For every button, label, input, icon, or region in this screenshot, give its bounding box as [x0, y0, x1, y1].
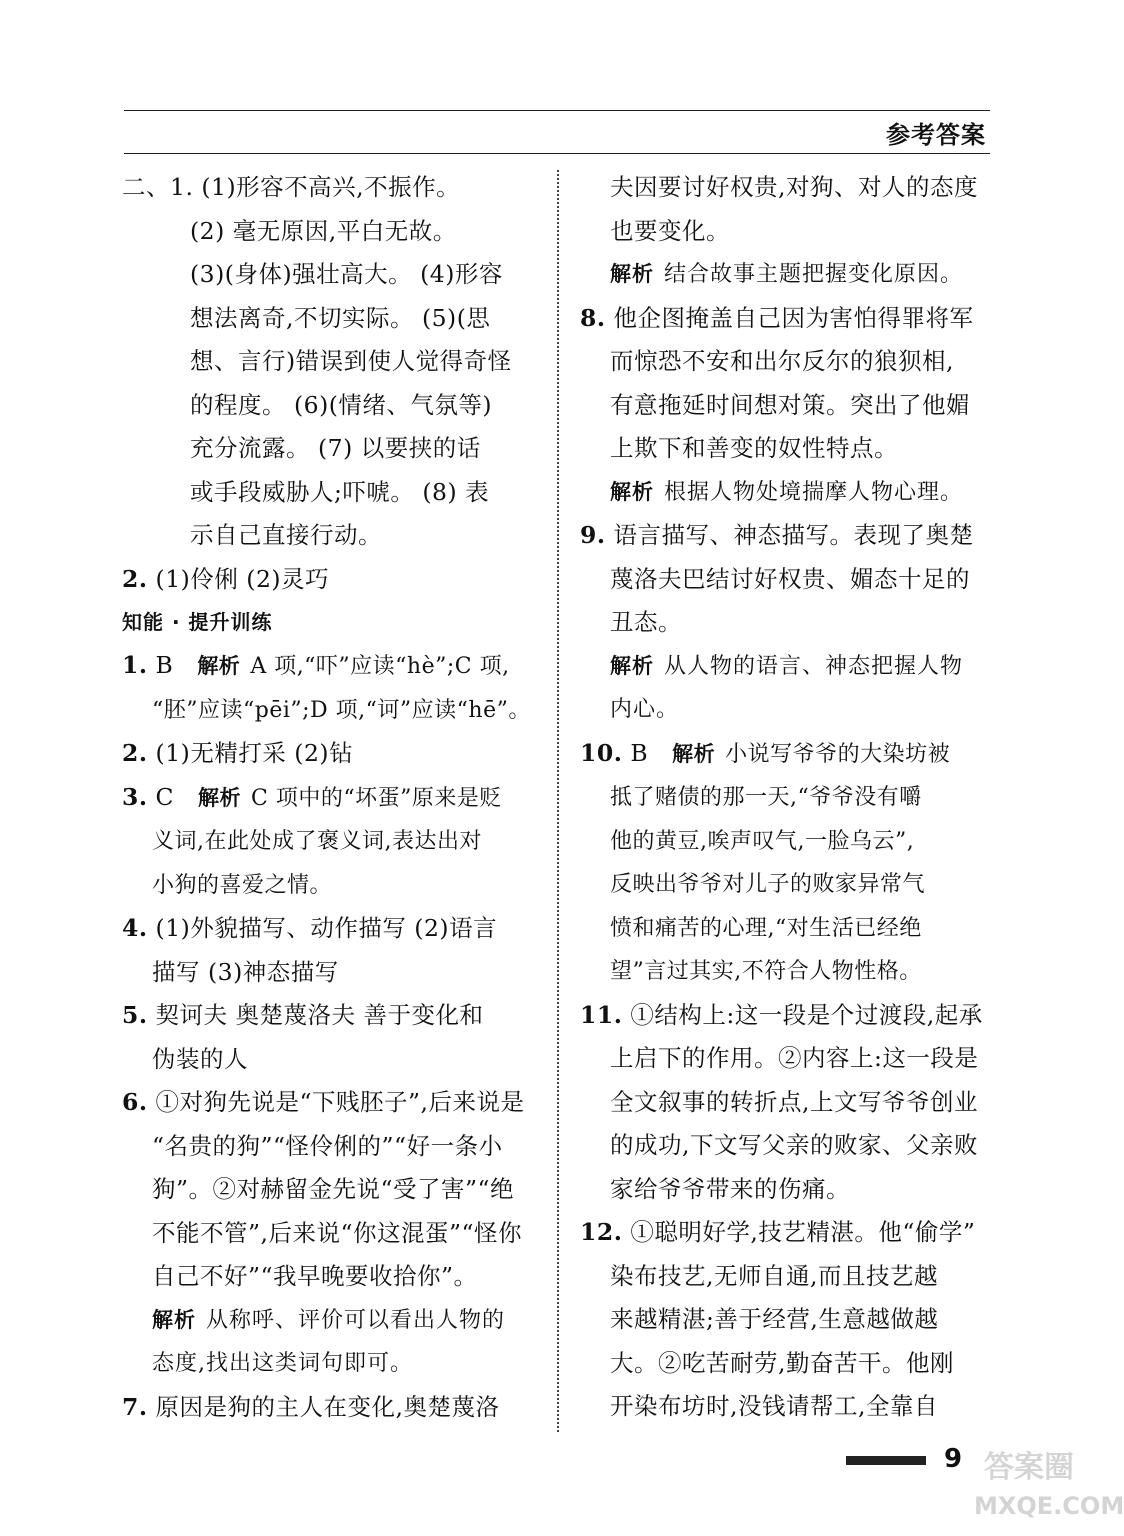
answer-12-line: 大。②吃苦耐劳,勤奋苦干。他刚 — [610, 1348, 954, 1377]
answer-4-line: (1)外貌描写、动作描写 (2)语言 — [155, 914, 498, 942]
answer-6-explain — [122, 1299, 540, 1343]
answer-12-number: 12. — [580, 1218, 623, 1246]
answer-7-explain-text: 结合故事主题把握变化原因。 — [664, 262, 964, 287]
q2-1-line: 想、言行)错误到使人觉得奇怪 — [190, 347, 512, 375]
q2-1-line: 或手段威胁人;吓唬。 (8) 表 — [190, 477, 490, 506]
answer-2 — [122, 732, 540, 776]
answer-3 — [122, 776, 540, 908]
answer-5 — [122, 994, 540, 1081]
answer-10-line: 他的黄豆,唉声叹气,一脸乌云”, — [610, 828, 915, 854]
answer-12-line: 来越精湛;善于经营,生意越做越 — [610, 1305, 939, 1333]
q2-1-line: (2) 毫无原因,平白无故。 — [190, 216, 457, 245]
answer-1-choice: B — [155, 651, 174, 679]
footer-bar — [846, 1456, 926, 1465]
watermark-logo — [974, 1448, 1124, 1533]
answer-4 — [122, 907, 540, 994]
answer-12 — [580, 1211, 998, 1429]
q2-2-text: (1)伶俐 (2)灵巧 — [155, 564, 330, 593]
answer-8-explain-label: 解析 — [610, 479, 654, 504]
q2-1-head: 二、1. (1)形容不高兴,不振作。 — [122, 173, 461, 201]
answer-8-line: 上欺下和善变的奴性特点。 — [610, 434, 898, 462]
answer-10-line: 反映出爷爷对儿子的败家异常气 — [610, 872, 926, 897]
answer-6-line: “名贵的狗”“怪伶俐的”“好一条小 — [152, 1131, 503, 1160]
right-column — [580, 166, 998, 1429]
answer-7-text: 原因是狗的主人在变化,奥楚蔑洛 — [155, 1392, 500, 1421]
answer-11-line: 全文叙事的转折点,上文写爷爷创业 — [610, 1087, 978, 1116]
answer-5-number: 5. — [122, 1001, 148, 1029]
column-divider — [557, 170, 559, 1432]
answer-7-line: 也要变化。 — [610, 216, 730, 245]
answer-10-explain-label: 解析 — [672, 741, 716, 766]
answer-7-line: 夫因要讨好权贵,对狗、对人的态度 — [610, 173, 978, 201]
answer-7-continued — [580, 166, 998, 297]
answer-8-line: 他企图掩盖自己因为害怕得罪将军 — [613, 303, 974, 332]
answer-11-line: ①结构上:这一段是个过渡段,起承 — [630, 1000, 983, 1029]
q2-2 — [122, 558, 540, 602]
answer-8-line: 而惊恐不安和出尔反尔的狼狈相, — [610, 347, 954, 375]
answer-1-line: “胚”应读“pēi”;D 项,“诃”应读“hē”。 — [152, 697, 531, 723]
answer-10-line: 抵了赌债的那一天,“爷爷没有嚼 — [610, 785, 922, 810]
q2-1-line: 的程度。 (6)(情绪、气氛等) — [190, 390, 493, 419]
answer-6-explain-label: 解析 — [152, 1307, 196, 1332]
answer-6-explain-line: 从称呼、评价可以看出人物的 — [206, 1307, 506, 1333]
answer-9-explain-line: 从人物的语言、神态把握人物 — [664, 653, 964, 679]
answer-11-number: 11. — [580, 1000, 623, 1029]
answer-9-line: 丑态。 — [610, 608, 682, 636]
answer-12-line: 开染布坊时,没钱请帮工,全靠自 — [610, 1392, 938, 1420]
answer-6-line: 不能不管”,后来说“你这混蛋”“怪你 — [152, 1218, 523, 1247]
answer-10 — [580, 732, 998, 994]
answer-8-number: 8. — [580, 303, 606, 332]
answer-9-explain — [580, 645, 998, 689]
answer-9-explain-label: 解析 — [610, 653, 654, 678]
answer-8-explain — [580, 471, 998, 515]
watermark-logo-text: 答案圈 — [984, 1450, 1074, 1485]
answer-3-line: 义词,在此处成了褒义词,表达出对 — [152, 829, 482, 854]
answer-2-text: (1)无精打采 (2)钻 — [155, 739, 354, 767]
answer-6-line: 自己不好”“我早晚要收拾你”。 — [152, 1262, 478, 1290]
q2-1-line: 充分流露。 (7) 以要挟的话 — [190, 434, 481, 462]
watermark-url: MXQE.COM — [974, 1492, 1124, 1520]
answer-11-line: 家给爷爷带来的伤痛。 — [610, 1174, 850, 1203]
answer-11 — [580, 994, 998, 1212]
answer-3-explain-label: 解析 — [198, 785, 242, 810]
answer-3-line: 小狗的喜爱之情。 — [152, 872, 333, 898]
answer-9-line: 语言描写、神态描写。表现了奥楚 — [613, 521, 974, 549]
answer-8-explain-line: 根据人物处境揣摩人物心理。 — [664, 479, 964, 505]
answer-10-line: 小说写爷爷的大染坊被 — [725, 741, 951, 767]
answer-7-explain-label: 解析 — [610, 262, 654, 286]
answer-8 — [580, 297, 998, 515]
answer-10-line: 望”言过其实,不符合人物性格。 — [610, 959, 922, 984]
answer-2-number: 2. — [122, 739, 148, 767]
answer-10-choice: B — [630, 738, 649, 767]
section-heading: 知能 · 提升训练 — [122, 610, 273, 634]
answer-1-line: A 项,“吓”应读“hè”;C 项, — [250, 654, 510, 679]
answer-8-line: 有意拖延时间想对策。突出了他媚 — [610, 390, 970, 419]
answer-11-line: 上启下的作用。②内容上:这一段是 — [610, 1044, 979, 1072]
answer-3-line: C 项中的“坏蛋”原来是贬 — [251, 785, 502, 811]
answer-9-line: 蔑洛夫巴结讨好权贵、媚态十足的 — [610, 564, 970, 593]
answer-3-choice: C — [155, 782, 175, 811]
header-rule-top — [124, 110, 990, 111]
left-column — [122, 166, 540, 1429]
q2-2-number: 2. — [122, 564, 148, 593]
answer-7 — [122, 1386, 540, 1430]
q2-1-line: 想法离奇,不切实际。 (5)(思 — [190, 303, 491, 332]
answer-4-number: 4. — [122, 914, 148, 942]
answer-9-number: 9. — [580, 521, 606, 549]
answer-5-line: 伪装的人 — [152, 1044, 248, 1073]
page-number: 9 — [944, 1444, 963, 1474]
answer-7-number: 7. — [122, 1392, 148, 1421]
q2-1 — [122, 166, 540, 558]
answer-6-explain-line: 态度,找出这类词句即可。 — [152, 1351, 413, 1376]
answer-10-line: 愤和痛苦的心理,“对生活已经绝 — [610, 915, 922, 941]
answer-4-line: 描写 (3)神态描写 — [152, 957, 339, 986]
answer-9-explain-line: 内心。 — [610, 697, 680, 722]
answer-6-number: 6. — [122, 1088, 148, 1116]
answer-5-line: 契诃夫 奥楚蔑洛夫 善于变化和 — [155, 1001, 484, 1029]
header-rule-bottom — [124, 153, 990, 154]
answer-3-number: 3. — [122, 782, 148, 811]
answer-6-line: 狗”。②对赫留金先说“受了害”“绝 — [152, 1175, 515, 1203]
answer-10-number: 10. — [580, 738, 623, 767]
answer-6-line: ①对狗先说是“下贱胚子”,后来说是 — [155, 1088, 525, 1116]
q2-1-line: 示自己直接行动。 — [190, 521, 382, 549]
answer-7-explain — [580, 253, 998, 297]
header-title: 参考答案 — [886, 121, 986, 149]
answer-1-explain-label: 解析 — [197, 654, 241, 678]
answer-12-line: ①聪明好学,技艺精湛。他“偷学” — [630, 1218, 976, 1246]
answer-9 — [580, 514, 998, 732]
answer-6 — [122, 1081, 540, 1386]
answer-1-number: 1. — [122, 651, 148, 679]
answer-1 — [122, 644, 540, 732]
q2-1-line: (3)(身体)强壮高大。 (4)形容 — [190, 260, 503, 288]
answer-12-line: 染布技艺,无师自通,而且技艺越 — [610, 1261, 938, 1290]
answer-11-line: 的成功,下文写父亲的败家、父亲败 — [610, 1131, 978, 1159]
